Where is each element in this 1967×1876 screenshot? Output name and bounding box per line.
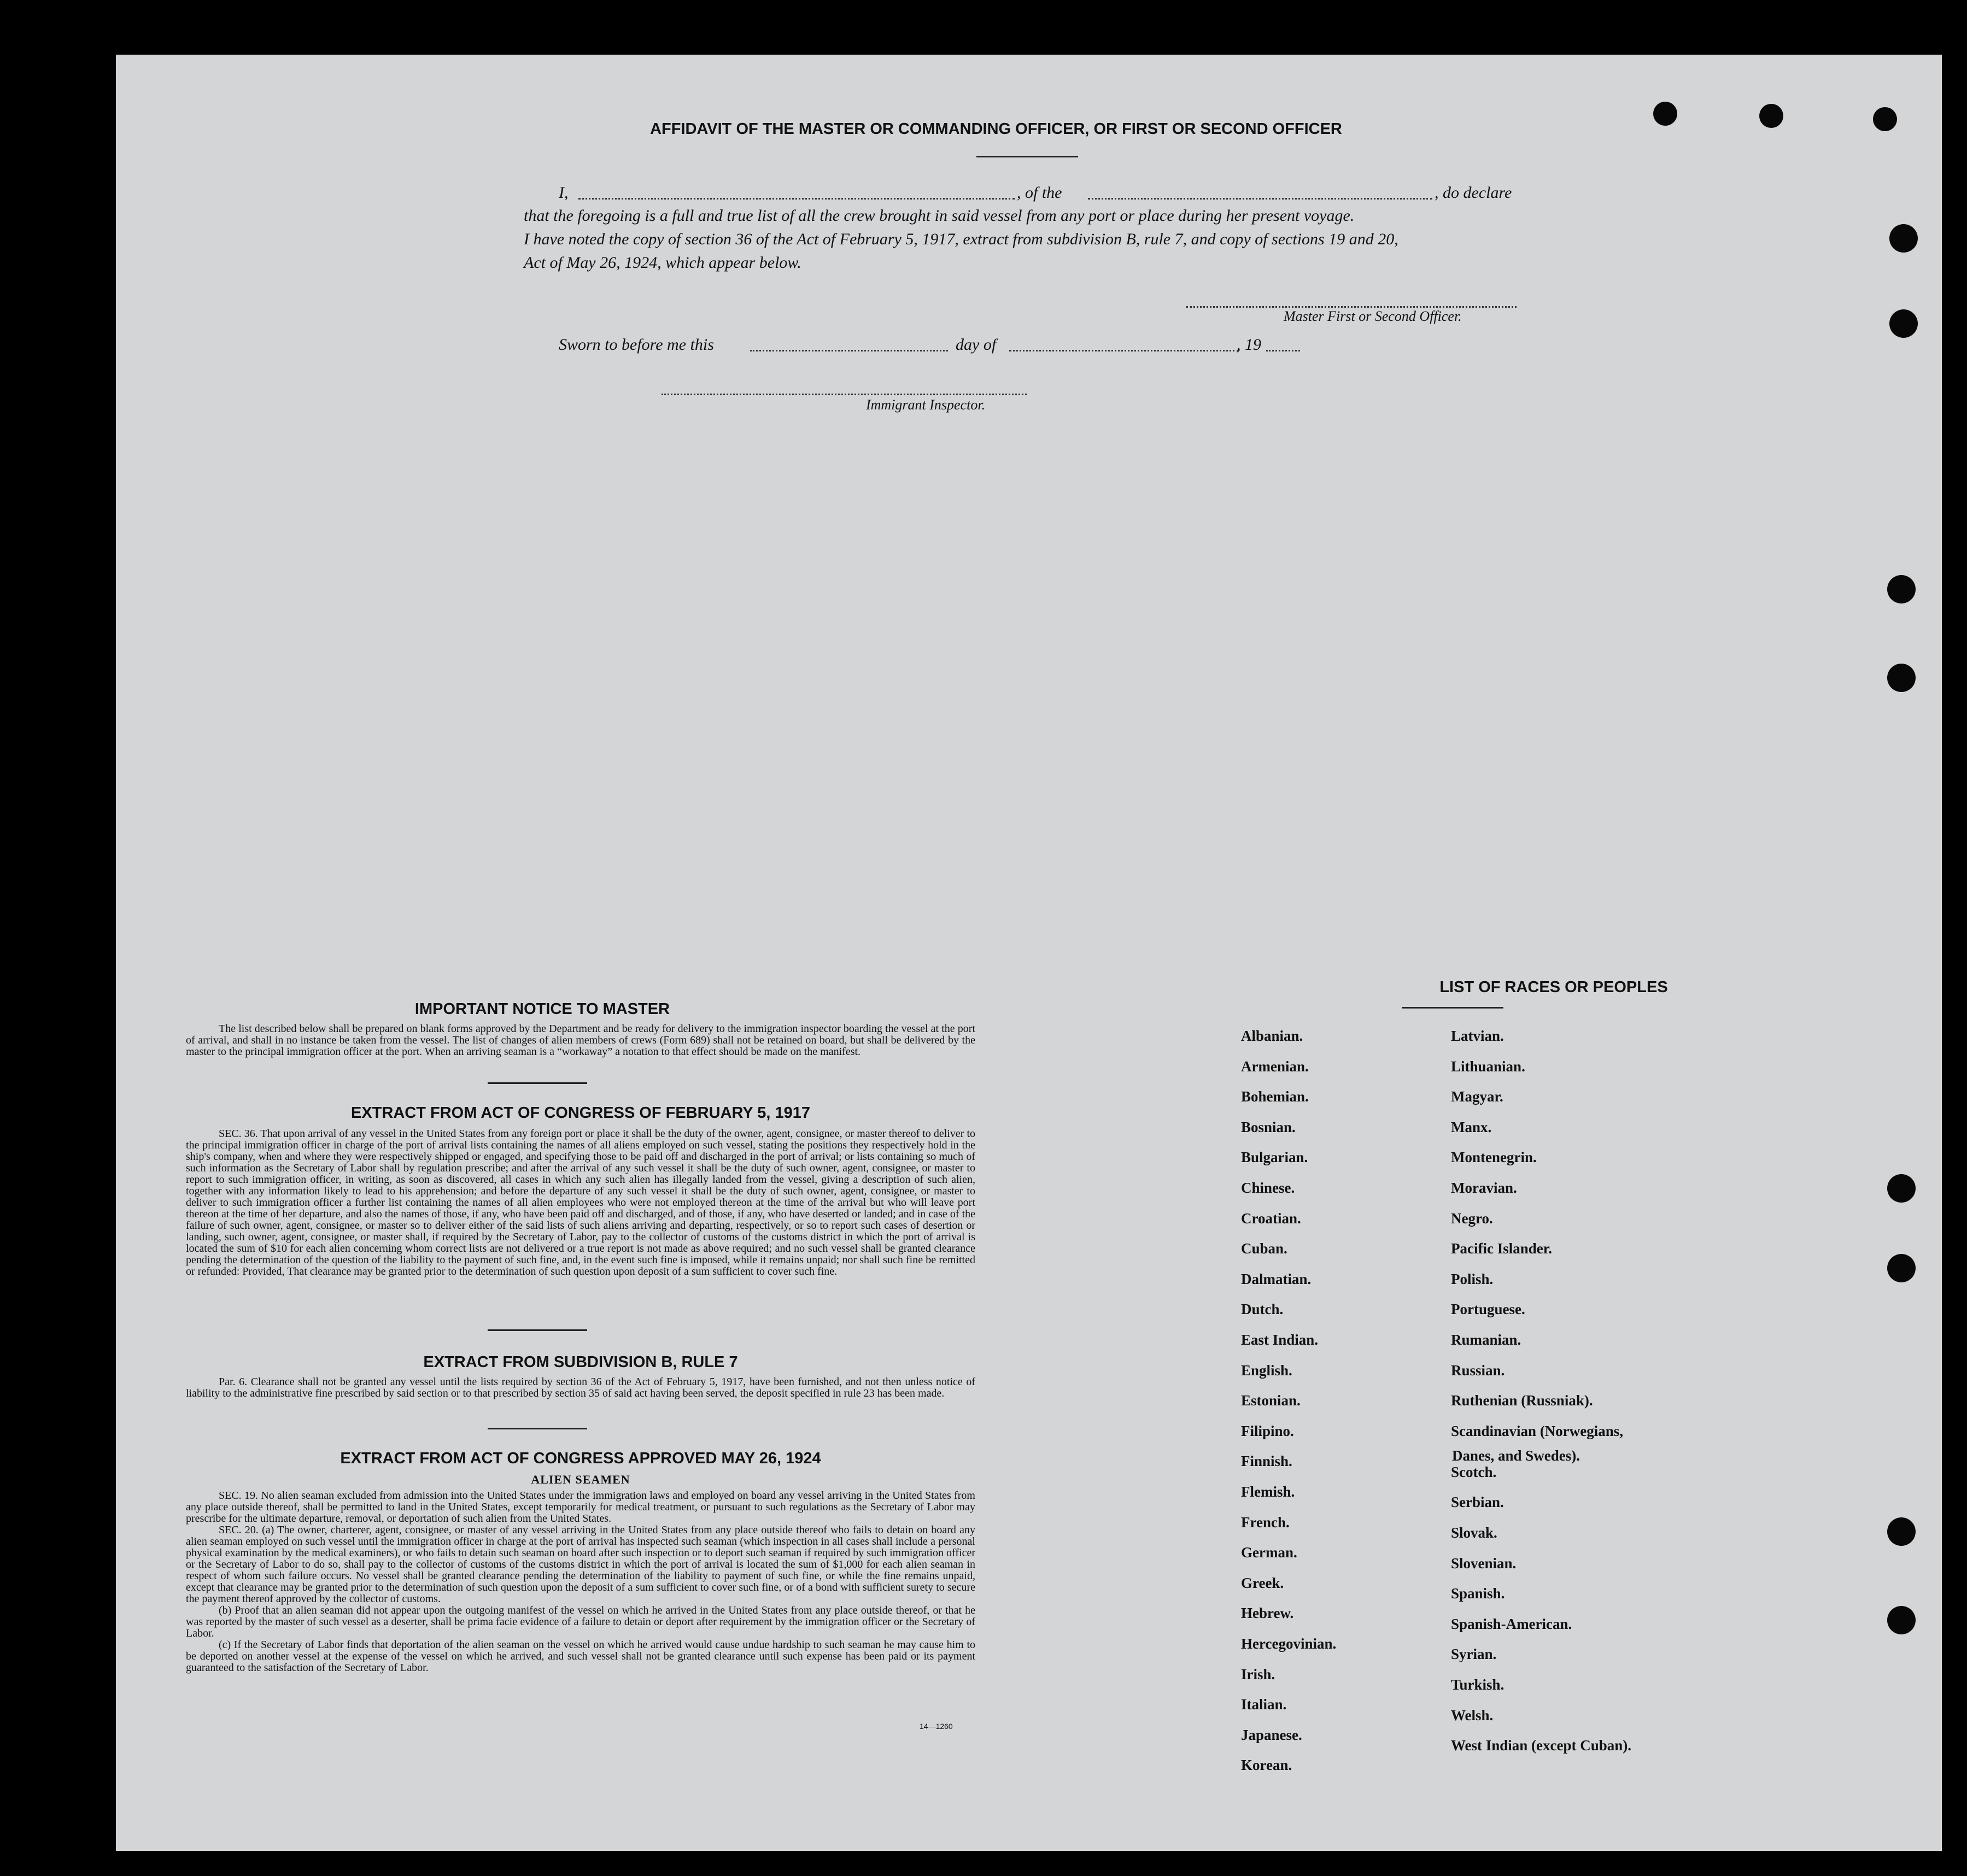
race-item: Polish. [1451,1271,1494,1287]
affidavit-do-declare: , do declare [1435,184,1512,202]
races-title: LIST OF RACES OR PEOPLES [1439,978,1668,996]
race-item: Irish. [1241,1666,1275,1682]
form-number: 14—1260 [920,1722,953,1731]
vessel-name-field[interactable] [1088,198,1432,200]
sec-19: SEC. 19. No alien seaman excluded from admission into the United States under the immigration laws and employed on board any vessel arriving in the United States from any place outside thereof, shall be permitted to land in the United States, except temporarily for medical treatment, or pursuant to such regulations as the Secretary of Labor may prescribe for the ultimate departure, removal, or deportation of such alien from the United States. [186,1490,975,1525]
race-item: Bulgarian. [1241,1149,1308,1165]
binder-hole [1887,664,1916,692]
alien-seamen-subtitle: ALIEN SEAMEN [531,1473,630,1486]
affidavit-title: AFFIDAVIT OF THE MASTER OR COMMANDING OFFICER, OR FIRST OR SECOND OFFICER [650,120,1342,138]
extract-1917-text: SEC. 36. That upon arrival of any vessel in the United States from any foreign port or place it shall be the duty of the owner, agent, consignee, or master thereof to deliver to the principal immigration officer in charge of the port of arrival lists containing the names of all aliens employed on such vessel, stating the positions they respectively hold in the ship's company, when and where they were respectively shipped or engaged, and specifying those to be paid off and discharged in the port of arrival; or lists containing so much of such information as the Secretary of Labor shall by regulation prescribe; and after the arrival of any such vessel it shall be the duty of such owner, agent, consignee, or master to report to such immigration officer, in writing, as soon as discovered, all cases in which any such alien has illegally landed from the vessel, giving a description of such alien, together with any information likely to lead to his apprehension; and before the departure of any such vessel it shall be the duty of such owner, agent, consignee, or master to deliver to such immigration officer a further list containing the names of all alien employees who were not employed thereon at the time of the arrival but who will leave port thereon at the time of her departure, and also the names of those, if any, who have been paid off and discharged, and of those, if any, who have deserted or landed; and in case of the failure of such owner, agent, consignee, or master so to deliver either of the said lists of such aliens arriving and departing, respectively, or so to report such cases of desertion or landing, such owner, agent, consignee, or master shall, if required by the Secretary of Labor, pay to the collector of customs of the customs district in which the port of arrival is located the sum of $10 for each alien concerning whom correct lists are not delivered or a true report is not made as above required; and no such vessel shall be granted clearance pending the determination of the question of the liability to the payment of such fine, and, in the event such fine is imposed, while it remains unpaid; nor shall such fine be remitted or refunded: Provided, That clearance may be granted prior to the determination of such question upon deposit of a sum sufficient to cover such fine. [186,1128,975,1277]
binder-hole [1873,107,1897,131]
races-rule [1402,1007,1503,1009]
master-signature-line[interactable] [1186,306,1517,308]
race-item: Latvian. [1451,1028,1504,1044]
extract-1924-text [186,1490,975,1674]
affidavit-of-the: , of the [1017,184,1062,202]
sworn-month-field[interactable] [1009,350,1239,351]
race-item: Albanian. [1241,1028,1303,1044]
race-item: Moravian. [1451,1180,1517,1196]
sworn-year-field[interactable] [1266,350,1300,351]
affidavit-line-3: I have noted the copy of section 36 of the Act of February 5, 1917, extract from subdivision B, rule 7, and copy of sections 19 and 20, [524,230,1398,248]
document-sheet [116,55,1942,1851]
extract-1917-title: EXTRACT FROM ACT OF CONGRESS OF FEBRUARY 5, 1917 [350,1104,811,1122]
master-name-field[interactable] [578,198,1015,200]
affidavit-line-2: that the foregoing is a full and true list of all the crew brought in said vessel from any port or place during her present voyage. [524,207,1355,225]
race-item: Portuguese. [1451,1301,1525,1317]
title-rule [976,156,1078,157]
binder-hole [1653,102,1677,126]
race-item: Bohemian. [1241,1088,1309,1105]
day-of-label: day of [956,336,997,354]
year-label: , 19 [1237,336,1261,354]
notice-text: The list described below shall be prepared on blank forms approved by the Department and be ready for delivery to the immigration inspector boarding the vessel at the port of arrival, and shall in no instance be taken from the vessel. The list of changes of alien members of crews (Form 689) shall not be retained on board, but shall be delivered by the master to the principal immigration officer at the port. When an arriving seaman is a “workaway” a notation to that effect should be made on the manifest. [186,1023,975,1058]
extract-1924-title: EXTRACT FROM ACT OF CONGRESS APPROVED MAY 26, 1924 [340,1450,821,1467]
race-item: Hercegovinian. [1241,1635,1337,1652]
race-item: Armenian. [1241,1058,1309,1075]
race-item: Finnish. [1241,1453,1292,1469]
sworn-day-field[interactable] [750,350,948,351]
binder-hole [1889,224,1918,253]
binder-hole [1887,575,1916,603]
race-item: Danes, and Swedes). [1452,1447,1580,1464]
affidavit-i: I, [559,184,569,202]
race-item: Bosnian. [1241,1119,1296,1135]
race-item: Slovenian. [1451,1555,1517,1572]
race-item: Croatian. [1241,1210,1301,1227]
inspector-signature-line[interactable] [661,394,1027,395]
race-item: Scotch. [1451,1464,1497,1480]
race-item: Estonian. [1241,1392,1301,1409]
sworn-label: Sworn to before me this [559,336,714,354]
sec-20b: (b) Proof that an alien seaman did not appear upon the outgoing manifest of the vessel on which he arrived in the United States from any place outside thereof, or that he was reported by the master of such vessel as a deserter, shall be prima facie evidence of a failure to detain or deport after requirement by the immigration officer or the Secretary of Labor. [186,1604,975,1639]
race-item: Welsh. [1451,1707,1494,1723]
race-item: Japanese. [1241,1727,1302,1743]
race-item: Negro. [1451,1210,1493,1227]
race-item: English. [1241,1362,1292,1379]
race-item: Dalmatian. [1241,1271,1312,1287]
binder-hole [1759,104,1783,128]
binder-hole [1887,1254,1916,1282]
race-item: West Indian (except Cuban). [1451,1737,1632,1754]
race-item: Lithuanian. [1451,1058,1525,1075]
binder-hole [1887,1517,1916,1546]
race-item: Magyar. [1451,1088,1503,1105]
affidavit-line-4: Act of May 26, 1924, which appear below. [524,254,801,272]
rule7-title: EXTRACT FROM SUBDIVISION B, RULE 7 [423,1353,738,1371]
race-item: Dutch. [1241,1301,1284,1317]
race-item: Slovak. [1451,1525,1497,1541]
race-item: East Indian. [1241,1332,1319,1348]
race-item: Serbian. [1451,1494,1504,1510]
race-item: Cuban. [1241,1240,1287,1257]
race-item: Scandinavian (Norwegians, [1451,1423,1624,1439]
binder-hole [1887,1174,1916,1203]
race-item: French. [1241,1514,1290,1531]
race-item: German. [1241,1544,1297,1561]
race-item: Spanish. [1451,1585,1505,1602]
section-rule [488,1082,587,1084]
race-item: Filipino. [1241,1423,1294,1439]
notice-title: IMPORTANT NOTICE TO MASTER [414,1000,670,1018]
race-item: Pacific Islander. [1451,1240,1552,1257]
race-item: Turkish. [1451,1676,1504,1693]
race-item: Korean. [1241,1757,1292,1773]
rule7-text: Par. 6. Clearance shall not be granted any vessel until the lists required by section 36 of the Act of February 5, 1917, have been furnished, and not then unless notice of liability to the administrative fine prescribed by said section or to that prescribed by section 35 of said act having been served, the deposit specified in rule 23 has been made. [186,1376,975,1399]
race-item: Russian. [1451,1362,1505,1379]
sec-20a: SEC. 20. (a) The owner, charterer, agent, consignee, or master of any vessel arriving in the United States from any place outside thereof who fails to detain on board any alien seaman employed on such vessel until the immigration officer in charge at the port of arrival has inspected such seaman (which inspection in all cases shall include a personal physical examination by the medical examiners), or who fails to detain such seaman on board after such inspection or to deport such seaman if required by such immigration officer or the Secretary of Labor to do so, shall pay to the collector of customs of the customs district in which the port of arrival is located the sum of $1,000 for each alien seaman in respect of whom such failure occurs. No vessel shall be granted clearance pending the determination of the liability to payment of such fine, or while the fine remains unpaid, except that clearance may be granted prior to the determination of such question upon the deposit of a sum sufficient to cover such fine, or of a bond with sufficient surety to secure the payment thereof approved by the collector of customs. [186,1524,975,1605]
inspector-caption: Immigrant Inspector. [866,397,986,413]
race-item: Rumanian. [1451,1332,1521,1348]
sec-20c: (c) If the Secretary of Labor finds that deportation of the alien seaman on the vessel on which he arrived would cause undue hardship to such seaman he may cause him to be deported on another vessel at the expense of the vessel on which he arrived, and such vessel shall not be granted clearance until such expense has been paid or its payment guaranteed to the satisfaction of the Secretary of Labor. [186,1639,975,1674]
section-rule [488,1428,587,1429]
race-item: Chinese. [1241,1180,1295,1196]
race-item: Flemish. [1241,1484,1295,1500]
race-item: Ruthenian (Russniak). [1451,1392,1593,1409]
race-item: Greek. [1241,1575,1284,1591]
race-item: Italian. [1241,1696,1287,1713]
race-item: Syrian. [1451,1646,1497,1662]
race-item: Hebrew. [1241,1605,1294,1621]
section-rule [488,1329,587,1331]
binder-hole [1887,1606,1916,1634]
race-item: Montenegrin. [1451,1149,1537,1165]
race-item: Manx. [1451,1119,1492,1135]
master-caption: Master First or Second Officer. [1284,308,1462,324]
binder-hole [1889,309,1918,338]
race-item: Spanish-American. [1451,1616,1572,1632]
